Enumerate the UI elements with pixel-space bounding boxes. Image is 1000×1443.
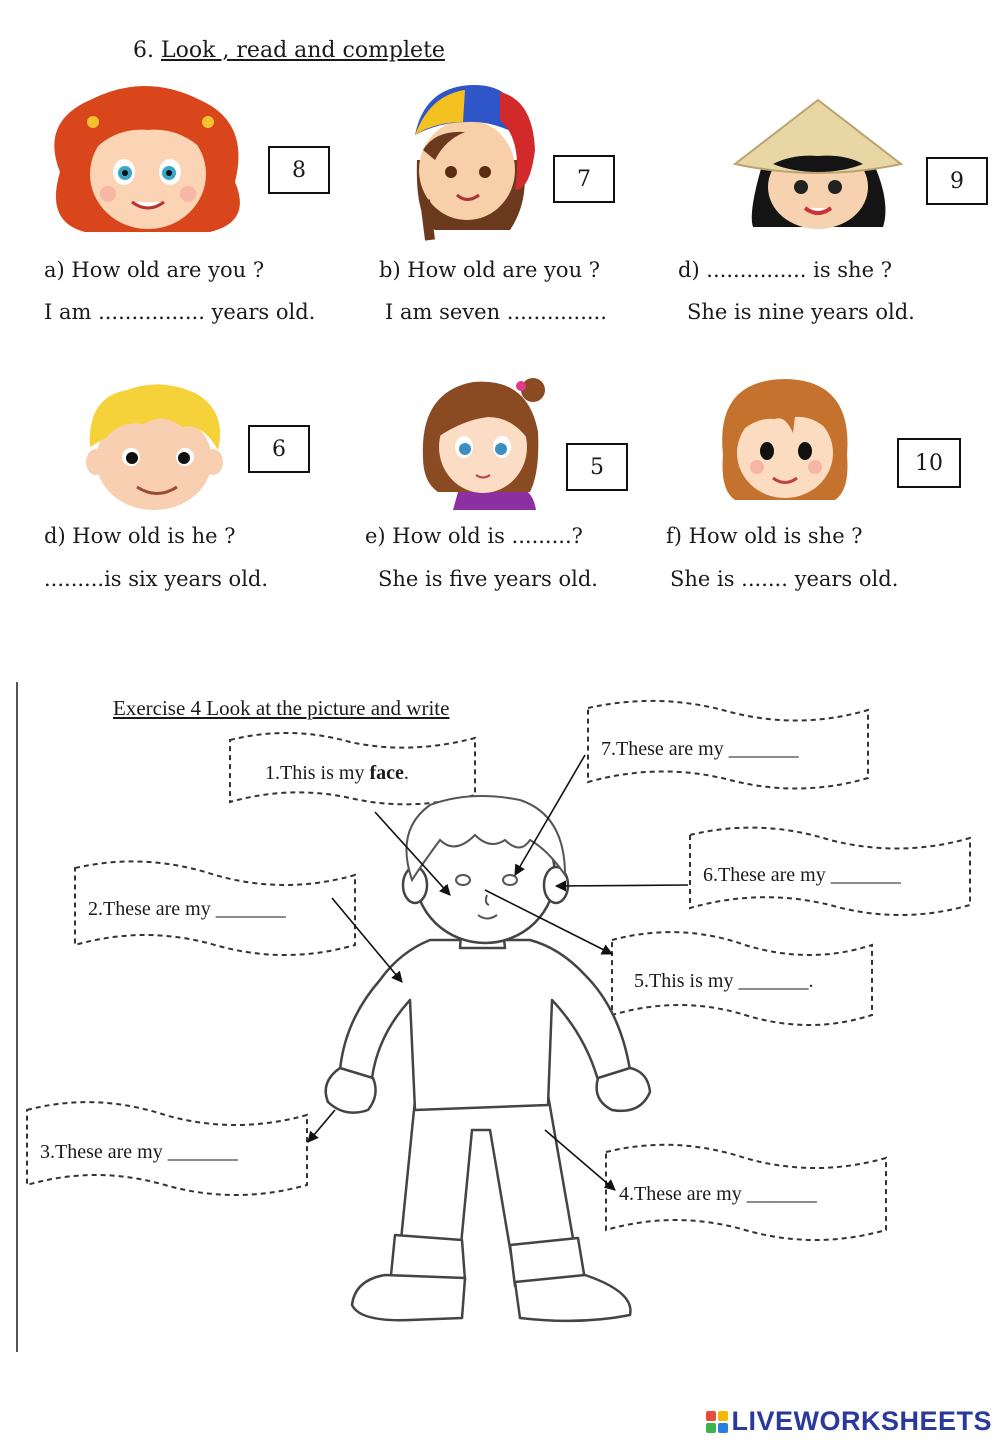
blond-boy-icon — [82, 382, 227, 512]
section1-title-number: 6. — [133, 38, 154, 63]
age-box-1: 8 — [268, 146, 330, 194]
age-box-5: 5 — [566, 443, 628, 491]
liveworksheets-logo — [706, 1406, 992, 1437]
answer-3: She is nine years old. — [687, 300, 915, 324]
question-2: b) How old are you ? — [379, 258, 601, 282]
question-6: f) How old is she ? — [666, 524, 863, 548]
label-1-prefix: 1.This is my — [265, 762, 370, 784]
label-6: 6.These are my _______ — [703, 864, 901, 886]
section2-title: Exercise 4 Look at the picture and write — [113, 696, 450, 720]
age-box-6: 10 — [897, 438, 961, 488]
logo-mark-icon — [706, 1411, 728, 1433]
section1-title-text: Look , read and complete — [161, 38, 445, 63]
label-1-answer: face — [369, 762, 404, 784]
answer-2: I am seven ............... — [385, 300, 607, 324]
question-3: d) ............... is she ? — [678, 258, 892, 282]
answer-6: She is ....... years old. — [670, 567, 899, 591]
bob-haired-girl-icon — [715, 375, 855, 505]
answer-4: .........is six years old. — [44, 567, 269, 591]
label-7: 7.These are my _______ — [601, 738, 799, 760]
red-haired-girl-icon — [40, 82, 255, 237]
question-4: d) How old is he ? — [44, 524, 236, 548]
question-1: a) How old are you ? — [44, 258, 265, 282]
brown-haired-girl-icon — [418, 372, 558, 512]
answer-5: She is five years old. — [378, 567, 598, 591]
logo-text: LIVEWORKSHEETS — [731, 1406, 992, 1436]
age-box-4: 6 — [248, 425, 310, 473]
age-box-3: 9 — [926, 157, 988, 205]
age-box-2: 7 — [553, 155, 615, 203]
girl-with-straw-hat-icon — [733, 92, 903, 232]
section1-title — [133, 38, 445, 63]
label-3: 3.These are my _______ — [40, 1141, 238, 1163]
body-parts-illustration — [0, 690, 1000, 1340]
answer-1: I am ................ years old. — [44, 300, 316, 324]
girl-with-cap-icon — [405, 80, 540, 245]
label-1 — [265, 762, 409, 785]
label-5: 5.This is my _______. — [634, 970, 814, 992]
label-1-suffix: . — [403, 762, 409, 784]
question-5: e) How old is .........? — [365, 524, 583, 548]
label-2: 2.These are my _______ — [88, 898, 286, 920]
label-4: 4.These are my _______ — [619, 1183, 817, 1205]
